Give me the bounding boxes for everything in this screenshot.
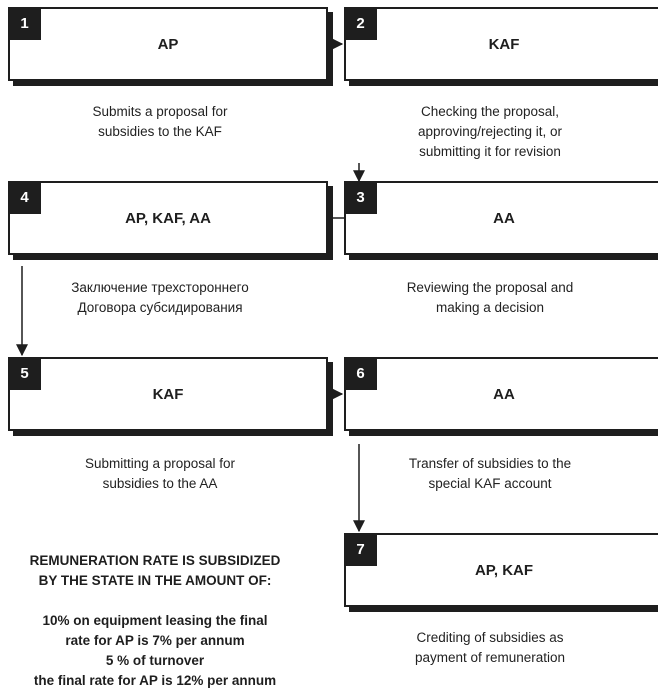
description-line: Submitting a proposal for [84,456,236,471]
note-line: 10% on equipment leasing the final [42,613,268,628]
step-title-4: AP, KAF, AA [125,209,211,227]
step-title-3: AA [493,209,515,227]
description-line: subsidies to the KAF [98,124,222,139]
step-title-2: KAF [488,35,520,53]
note-heading-line: BY THE STATE IN THE AMOUNT OF: [38,573,272,588]
description-line: Submits a proposal for [92,104,228,119]
note-line: 5 % of turnover [105,653,205,668]
description-line: subsidies to the AA [102,476,218,491]
step-box-1 [8,7,328,81]
note-heading-line: REMUNERATION RATE IS SUBSIDIZED [29,553,281,568]
step-number-3: 3 [344,181,377,214]
step-title-6: AA [493,385,515,403]
step-title-5: KAF [152,385,184,403]
subsidy-note-lines [0,611,310,691]
step-description-5 [0,454,320,494]
description-line: Crediting of subsidies as [416,630,564,645]
note-line: rate for AP is 7% per annum [65,633,245,648]
step-description-4 [0,278,320,318]
step-title-7: AP, KAF [474,561,534,579]
step-box-5 [8,357,328,431]
description-line: making a decision [435,300,545,315]
step-box-7 [344,533,658,607]
step-number-7: 7 [344,533,377,566]
description-line: Заключение трехстороннего [71,280,249,295]
step-number-6: 6 [344,357,377,390]
step-description-3 [330,278,650,318]
note-line: the final rate for AP is 12% per annum [33,673,277,688]
step-description-1 [0,102,320,142]
step-box-4 [8,181,328,255]
step-description-6 [330,454,650,494]
step-number-1: 1 [8,7,41,40]
step-number-4: 4 [8,181,41,214]
step-box-6 [344,357,658,431]
description-line: Договора субсидирования [77,300,243,315]
step-title-1: AP [157,35,179,53]
description-line: Transfer of subsidies to the [408,456,572,471]
step-description-2 [330,102,650,162]
step-number-2: 2 [344,7,377,40]
description-line: Reviewing the proposal and [406,280,574,295]
step-number-5: 5 [8,357,41,390]
step-box-3 [344,181,658,255]
subsidy-note-heading [0,551,310,591]
description-line: Checking the proposal, [420,104,560,119]
description-line: special KAF account [428,476,552,491]
step-box-2 [344,7,658,81]
description-line: submitting it for revision [419,144,561,159]
description-line: payment of remuneration [414,650,566,665]
step-description-7 [330,628,650,668]
description-line: approving/rejecting it, or [417,124,563,139]
